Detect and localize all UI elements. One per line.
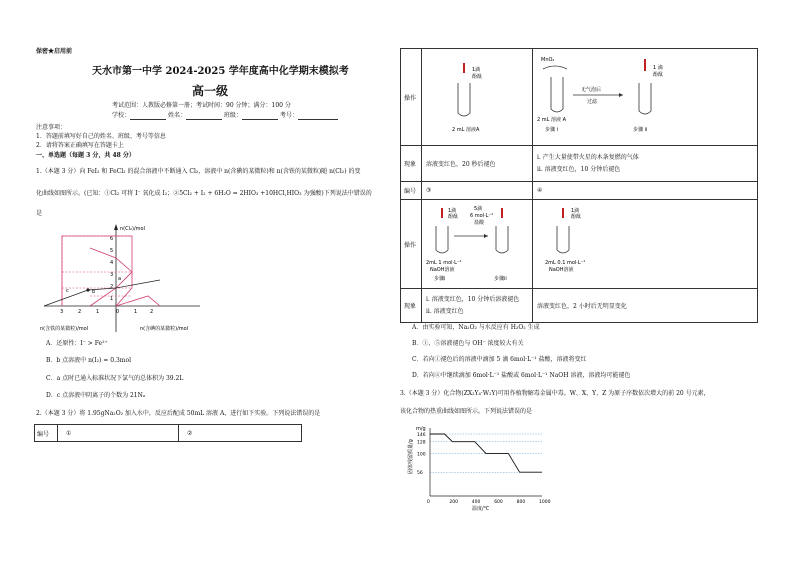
tube-diagram-4 <box>533 200 757 286</box>
class-field[interactable] <box>242 113 278 120</box>
svg-text:6 mol·L⁻¹: 6 mol·L⁻¹ <box>470 213 494 219</box>
q2-table-right <box>400 48 758 323</box>
school-field[interactable] <box>130 113 166 120</box>
tube-diagram-3 <box>422 200 532 286</box>
q1-stem-line2: 化曲线如图所示。(已知：①Cl₂ 可将 I⁻ 氧化成 I₂；②5Cl₂ + I₂ + 6H₂O = 2HIO₃ +10HCl,HIO₃ 为强酸)下列说法中错误的 <box>36 190 372 197</box>
q1-y-tick: 5 <box>110 248 114 254</box>
svg-text:过滤: 过滤 <box>587 99 598 105</box>
row2-cell2-line1: i. 产生大量使带火星的木条复燃的气体 <box>537 153 639 161</box>
notes-item-2: 2．请将答案正确填写在答题卡上 <box>36 142 124 149</box>
test-tube-icon <box>496 226 508 253</box>
q1-option-d[interactable]: D．c 点溶液中阴离子的个数为 21Nₐ <box>46 392 146 399</box>
q1-graph <box>40 220 240 338</box>
row2-cell2-line2: ii. 溶液变红色，10 分钟后褪色 <box>537 165 621 173</box>
q2-option-a[interactable]: A．由实验可知，Na₂O₂ 与水反应有 H₂O₂ 生成 <box>412 324 540 331</box>
exam-info-line: 考试范围：人教版必修第一册；考试时间：90 分钟；满分：100 分 <box>112 102 291 109</box>
svg-text:步骤i: 步骤i <box>434 276 446 282</box>
row5-cell1-line1: i. 溶液变红色，10 分钟后溶液褪色 <box>426 295 520 303</box>
svg-text:2mL 0.1 mol·L⁻¹: 2mL 0.1 mol·L⁻¹ <box>545 260 586 266</box>
row3-cell2: ④ <box>533 182 758 200</box>
q1-y-tick: 1 <box>110 296 114 302</box>
q3-tg-curve <box>430 434 542 472</box>
q1-x-tick-right: 2 <box>150 309 154 315</box>
row1-cell1 <box>422 49 533 146</box>
svg-text:酚酞: 酚酞 <box>448 214 459 220</box>
tube-diagram-1 <box>422 49 532 143</box>
q2-table-header-no: 编号 <box>35 425 58 442</box>
row5-cell1 <box>422 289 533 323</box>
q3-y-tick: 128 <box>417 440 426 446</box>
svg-text:1 滴: 1 滴 <box>653 65 663 71</box>
svg-text:NaOH溶液: NaOH溶液 <box>430 267 455 273</box>
q3-x-tick: 400 <box>471 500 481 505</box>
q1-point-label: b <box>92 289 96 295</box>
row4-cell1 <box>422 200 533 289</box>
q3-y-label: 固体残留质量/g <box>408 439 414 474</box>
svg-text:酚酞: 酚酞 <box>653 72 664 78</box>
q1-x-tick-left: 3 <box>60 309 64 315</box>
row4-label: 操作 <box>401 200 422 289</box>
q1-stem-line3: 是 <box>36 210 43 217</box>
svg-text:2 mL 溶液A: 2 mL 溶液A <box>452 127 480 133</box>
q3-x-tick: 0 <box>427 500 430 505</box>
exam-no-label: 考号： <box>279 112 298 119</box>
notes-title: 注意事项： <box>36 124 67 131</box>
q1-y-tick: 3 <box>110 272 114 278</box>
name-label: 姓名： <box>167 112 186 119</box>
name-field[interactable] <box>186 113 222 120</box>
q2-option-b[interactable]: B．①、⑤溶液褪色与 OH⁻ 浓度较大有关 <box>412 340 524 347</box>
q1-y-tick: 6 <box>110 236 114 242</box>
test-tube-icon <box>551 77 563 112</box>
q1-y-label: n(Cl₂)/mol <box>120 226 145 232</box>
svg-text:步骤 i: 步骤 i <box>545 127 558 133</box>
test-tube-icon <box>557 226 569 253</box>
q1-x-left-label: n(含铁的某微粒)/mol <box>40 326 89 332</box>
svg-text:酚酞: 酚酞 <box>472 74 483 80</box>
svg-text:无气泡后: 无气泡后 <box>581 87 602 93</box>
school-label: 学校： <box>112 112 131 119</box>
q3-y-tick: 100 <box>417 452 426 458</box>
q2-stem: 2.（本题 3 分）将 1.95gNa₂O₂ 加入水中，反应后配成 50mL 溶液 A，进行如下实验。下列说法错误的是 <box>36 410 321 417</box>
q1-stem-line1: 1.（本题 3 分）向 FeI₂ 和 FeCl₂ 的混合溶液中不断通入 Cl₂，溶液中 n(含碘的某微粒)和 n(含铁的某微粒)随 n(Cl₂) 的变 <box>36 168 361 175</box>
q1-x-right-label: n(含碘的某微粒)/mol <box>140 326 189 332</box>
q1-point-label: c <box>66 288 69 294</box>
q3-x-tick: 800 <box>516 500 526 505</box>
q3-y-tick: 56 <box>417 471 423 477</box>
q3-y-tick: 146 <box>417 433 426 438</box>
svg-text:酚酞: 酚酞 <box>571 214 582 220</box>
test-tube-icon <box>436 226 448 253</box>
row5-cell1-line2: ii. 溶液变红色 <box>426 307 464 315</box>
svg-text:步骤ii: 步骤ii <box>494 276 507 282</box>
q1-option-a[interactable]: A．还原性：I⁻ > Fe²⁺ <box>46 340 108 347</box>
q3-stem-line1: 3.（本题 3 分）化合物(ZX₂Y₄·W₂Y)可用作植物解毒金属中毒。W、X、Y、Z 为原子序数依次增大的前 20 号元素， <box>400 390 710 397</box>
spatula-icon <box>543 66 567 69</box>
exam-title: 天水市第一中学 2024-2025 学年度高中化学期末模拟考 <box>92 66 349 77</box>
row3-label: 编号 <box>401 182 422 200</box>
row5-label: 现象 <box>401 289 422 323</box>
q3-x-tick: 200 <box>449 500 458 505</box>
q3-x-tick: 1000 <box>539 500 551 505</box>
q2-option-d[interactable]: D．若向④中继续滴加 6mol·L⁻¹ 盐酸或 6mol·L⁻¹ NaOH 溶液，溶液均可能褪色 <box>412 372 631 379</box>
student-info-line <box>112 112 338 120</box>
row4-cell2 <box>533 200 758 289</box>
svg-text:步骤 ii: 步骤 ii <box>633 127 648 133</box>
row2-cell2 <box>533 146 758 182</box>
q1-y-tick: 4 <box>110 260 114 266</box>
q3-tg-chart <box>402 422 552 512</box>
q2-table-header-1: ① <box>58 425 179 442</box>
q1-point-b <box>86 288 89 291</box>
row2-cell1: 溶液变红色，20 秒后褪色 <box>422 146 533 182</box>
q2-option-c[interactable]: C．若向①褪色后的溶液中滴加 5 滴 6mol·L⁻¹ 盐酸，溶液将变红 <box>412 356 587 363</box>
q3-stem-line2: 该化合物的热重曲线如图所示。下列说法错误的是 <box>400 408 533 415</box>
section-title: 一、单选题（每题 3 分，共 48 分） <box>36 152 135 159</box>
svg-text:1滴: 1滴 <box>448 208 457 214</box>
q2-table-top <box>34 424 302 442</box>
row1-label: 操作 <box>401 49 422 146</box>
exam-no-field[interactable] <box>298 113 338 120</box>
q3-y-top-label: m/g <box>416 426 426 432</box>
svg-text:1滴: 1滴 <box>472 67 481 73</box>
class-label: 班级： <box>223 112 242 119</box>
q1-y-tick: 2 <box>110 284 114 290</box>
q1-option-c[interactable]: C．a 点时已通入标准状况下氯气的总体积为 39.2L <box>46 375 184 382</box>
svg-text:1滴: 1滴 <box>571 208 580 214</box>
q1-black-curve <box>44 280 160 306</box>
q3-x-label: 温度/℃ <box>472 506 490 512</box>
q1-x-tick-left: 2 <box>78 309 82 315</box>
row2-label: 现象 <box>401 146 422 182</box>
svg-text:2 mL 溶液 A: 2 mL 溶液 A <box>537 117 567 123</box>
q1-x-tick-right: 1 <box>134 309 138 315</box>
tube-diagram-2 <box>533 49 757 143</box>
svg-text:2mL 1 mol·L⁻¹: 2mL 1 mol·L⁻¹ <box>426 260 462 266</box>
row3-cell1: ③ <box>422 182 533 200</box>
q1-x-tick-left: 1 <box>96 309 100 315</box>
q2-table-header-2: ② <box>179 425 302 442</box>
q1-x-tick-right: 0 <box>116 309 120 315</box>
secret-mark: 保密★启用前 <box>36 48 73 55</box>
q1-y-arrow <box>114 224 118 230</box>
notes-item-1: 1．答题前填写好自己的姓名、班级、考号等信息 <box>36 133 166 140</box>
row5-cell2: 溶液变红色，2 小时后无明显变化 <box>533 289 758 323</box>
q1-point-label: a <box>118 276 122 282</box>
q1-option-b[interactable]: B．b 点溶液中 n(I₂) = 0.3mol <box>46 357 131 364</box>
svg-text:MnO₂: MnO₂ <box>541 57 555 63</box>
test-tube-icon <box>639 83 651 114</box>
q3-x-tick: 600 <box>494 500 503 505</box>
svg-text:NaOH溶液: NaOH溶液 <box>549 267 574 273</box>
svg-text:5滴: 5滴 <box>474 206 483 212</box>
svg-text:盐酸: 盐酸 <box>474 220 485 226</box>
row1-cell2 <box>533 49 758 146</box>
grade-title: 高一级 <box>192 84 229 98</box>
test-tube-icon <box>458 83 470 116</box>
